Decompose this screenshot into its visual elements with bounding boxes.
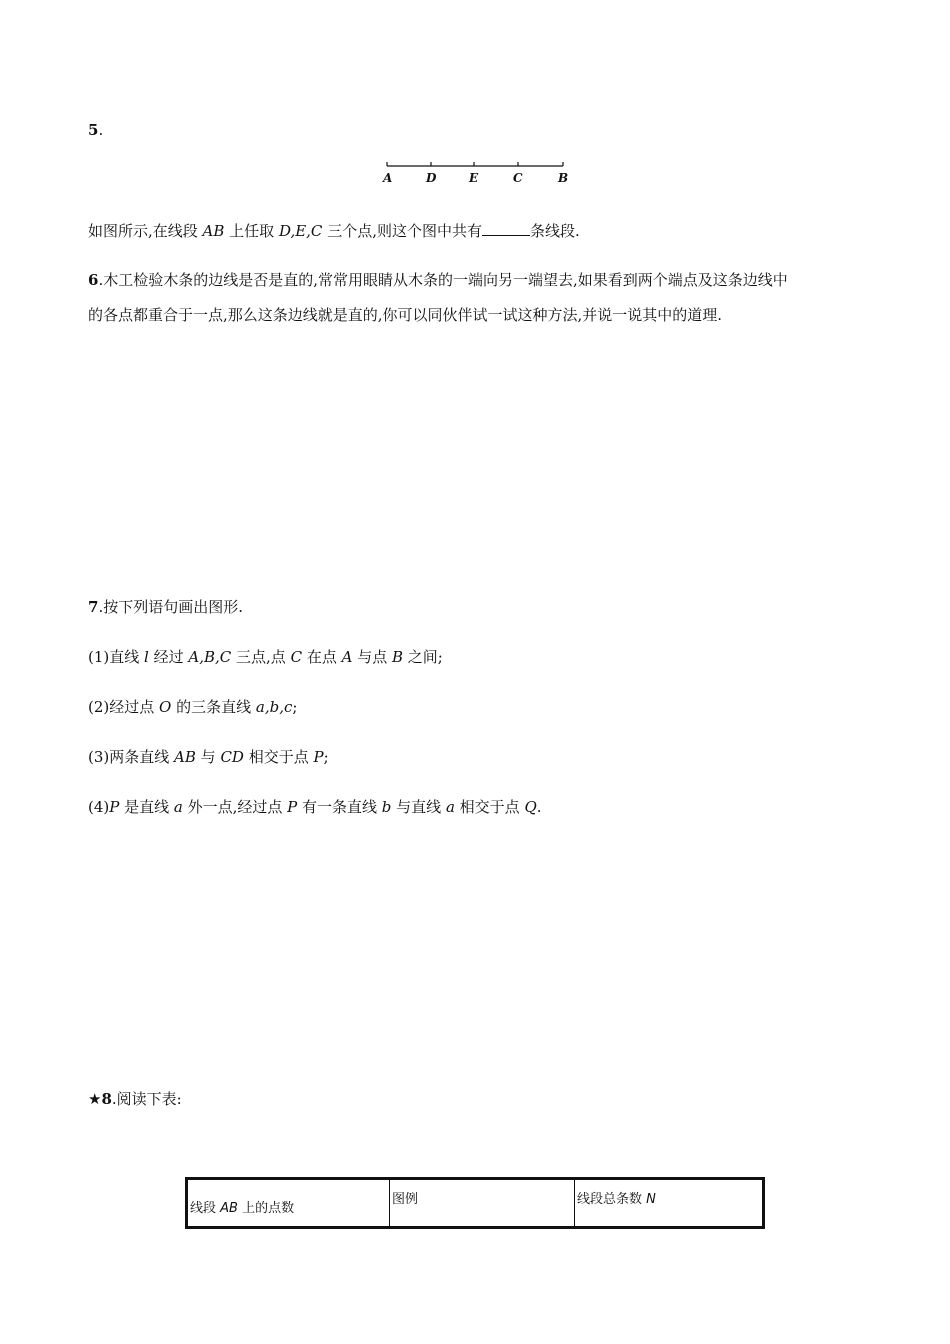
header-total-segments: 线段总条数 N [575,1179,764,1228]
q8-intro: ★8.阅读下表: [88,1090,182,1108]
q7-item2: (2)经过点 O 的三条直线 a,b,c; [88,698,298,716]
point-label-c: C [513,171,523,185]
answer-blank[interactable] [482,221,530,236]
q7-item4: (4)P 是直线 a 外一点,经过点 P 有一条直线 b 与直线 a 相交于点 Q. [88,798,542,816]
point-label-d: D [426,171,437,185]
line-segment-diagram [382,157,572,187]
q6-line1: 6.木工检验木条的边线是否是直的,常常用眼睛从木条的一端向另一端望去,如果看到两个端点及这条边线中 [88,271,788,289]
points-segments-table [185,1177,765,1229]
header-diagram: 图例 [390,1179,575,1228]
q7-item1: (1)直线 l 经过 A,B,C 三点,点 C 在点 A 与点 B 之间; [88,648,443,666]
q5-number: 5. [88,121,104,139]
point-label-a: A [383,171,393,185]
star-icon: ★ [88,1090,102,1108]
q7-intro: 7.按下列语句画出图形. [88,598,243,616]
table-header-row [187,1179,764,1228]
q7-item3: (3)两条直线 AB 与 CD 相交于点 P; [88,748,329,766]
point-label-e: E [469,171,479,185]
point-label-b: B [558,171,569,185]
q5-text: 如图所示,在线段 AB 上任取 D,E,C 三个点,则这个图中共有 条线段. [88,222,580,240]
header-points-on-ab: 线段 AB 上的点数 [187,1179,390,1228]
q6-line2: 的各点都重合于一点,那么这条边线就是直的,你可以同伙伴试一试这种方法,并说一说其中的道理. [88,306,723,324]
